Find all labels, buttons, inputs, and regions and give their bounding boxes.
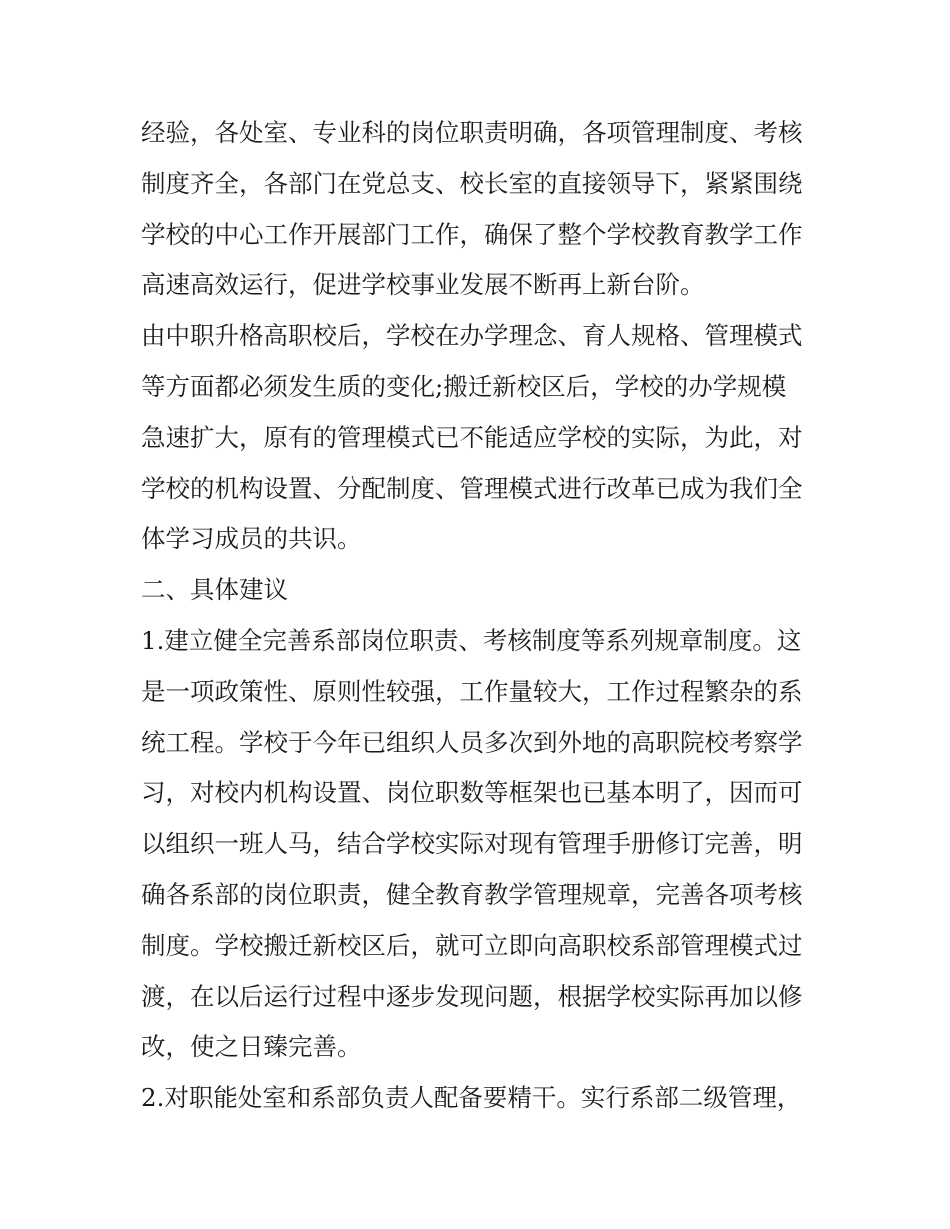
text-line: 急速扩大，原有的管理模式已不能适应学校的实际，为此，对 [141, 422, 803, 452]
text-line: 1.建立健全完善系部岗位职责、考核制度等系列规章制度。这 [141, 625, 802, 655]
text-line: 以组织一班人马，结合学校实际对现有管理手册修订完善，明 [141, 829, 803, 859]
text-line: 确各系部的岗位职责，健全教育教学管理规章，完善各项考核 [141, 879, 803, 909]
text-line: 渡，在以后运行过程中逐步发现问题，根据学校实际再加以修 [141, 981, 803, 1011]
text-line: 制度。学校搬迁新校区后，就可立即向高职校系部管理模式过 [141, 930, 803, 960]
text-line: 等方面都必须发生质的变化;搬迁新校区后，学校的办学规模 [141, 371, 787, 401]
text-line: 2.对职能处室和系部负责人配备要精干。实行系部二级管理， [141, 1083, 802, 1113]
text-line: 学校的机构设置、分配制度、管理模式进行改革已成为我们全 [141, 473, 803, 503]
text-line: 由中职升格高职校后，学校在办学理念、育人规格、管理模式 [141, 321, 803, 351]
text-line: 改，使之日臻完善。 [141, 1032, 362, 1062]
text-line: 统工程。学校于今年已组织人员多次到外地的高职院校考察学 [141, 727, 803, 757]
text-line: 学校的中心工作开展部门工作，确保了整个学校教育教学工作 [141, 219, 803, 249]
text-line: 体学习成员的共识。 [141, 524, 362, 554]
body-text [141, 108, 821, 1124]
text-line: 习，对校内机构设置、岗位职数等框架也已基本明了，因而可 [141, 778, 803, 808]
text-line: 高速高效运行，促进学校事业发展不断再上新台阶。 [141, 270, 705, 300]
text-line: 经验，各处室、专业科的岗位职责明确，各项管理制度、考核 [141, 118, 803, 147]
text-line: 制度齐全，各部门在党总支、校长室的直接领导下，紧紧围绕 [141, 168, 803, 198]
section-heading: 二、具体建议 [141, 575, 288, 605]
text-line: 是一项政策性、原则性较强，工作量较大，工作过程繁杂的系 [141, 676, 803, 706]
